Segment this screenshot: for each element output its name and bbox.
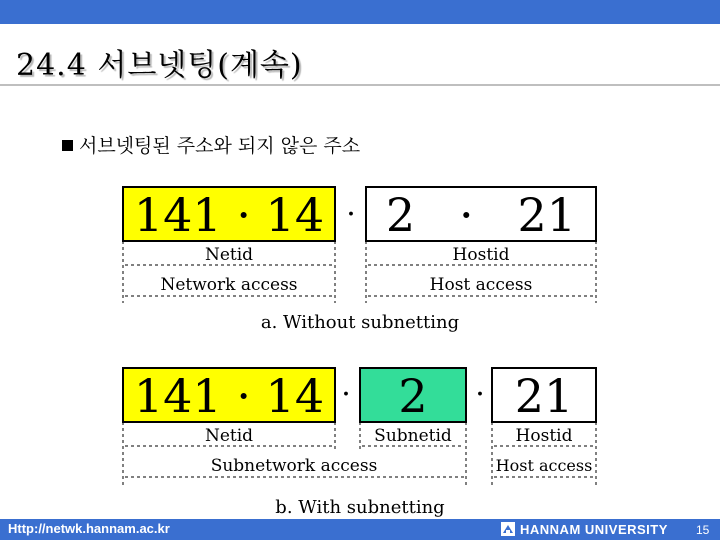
slide-title: 24.4 서브넷팅(계속) (16, 48, 303, 83)
bullet-text: 서브넷팅된 주소와 되지 않은 주소 (79, 135, 361, 157)
separator-dot-a: · (346, 197, 356, 232)
host-access-label-b: Host access (495, 456, 593, 475)
hostid-value-a: 2 · 21 (385, 188, 577, 242)
page-number: 15 (696, 523, 710, 537)
subnetid-label: Subnetid (374, 426, 452, 446)
subnetwork-access-label: Subnetwork access (210, 456, 378, 476)
footer-url-link[interactable]: Http://netwk.hannam.ac.kr (8, 521, 170, 536)
hostid-label-a: Hostid (452, 245, 510, 265)
footer-university: HANNAM UNIVERSITY (520, 522, 668, 537)
figure-a (123, 187, 596, 333)
hannam-logo-icon (501, 522, 515, 536)
title-divider (0, 84, 720, 86)
netid-label-b: Netid (204, 426, 254, 446)
bullet-square-icon (62, 140, 73, 151)
hostid-value-b: 21 (514, 369, 574, 423)
network-access-label: Network access (160, 275, 298, 295)
subnetid-value: 2 (398, 369, 428, 423)
hostid-label-b: Hostid (515, 426, 573, 446)
host-access-label-a: Host access (429, 275, 533, 295)
footer-bar (0, 519, 720, 540)
separator-dot-b2: · (475, 377, 485, 412)
top-bar (0, 0, 720, 24)
figure-b (123, 368, 596, 518)
caption-b: b. With subnetting (275, 497, 445, 518)
netid-value-b: 141 · 14 (133, 369, 325, 423)
separator-dot-b1: · (341, 377, 351, 412)
caption-a: a. Without subnetting (260, 312, 460, 333)
netid-label-a: Netid (204, 245, 254, 265)
netid-value-a: 141 · 14 (133, 188, 325, 242)
bullet-item (62, 131, 360, 158)
subnetting-figure (110, 180, 610, 520)
